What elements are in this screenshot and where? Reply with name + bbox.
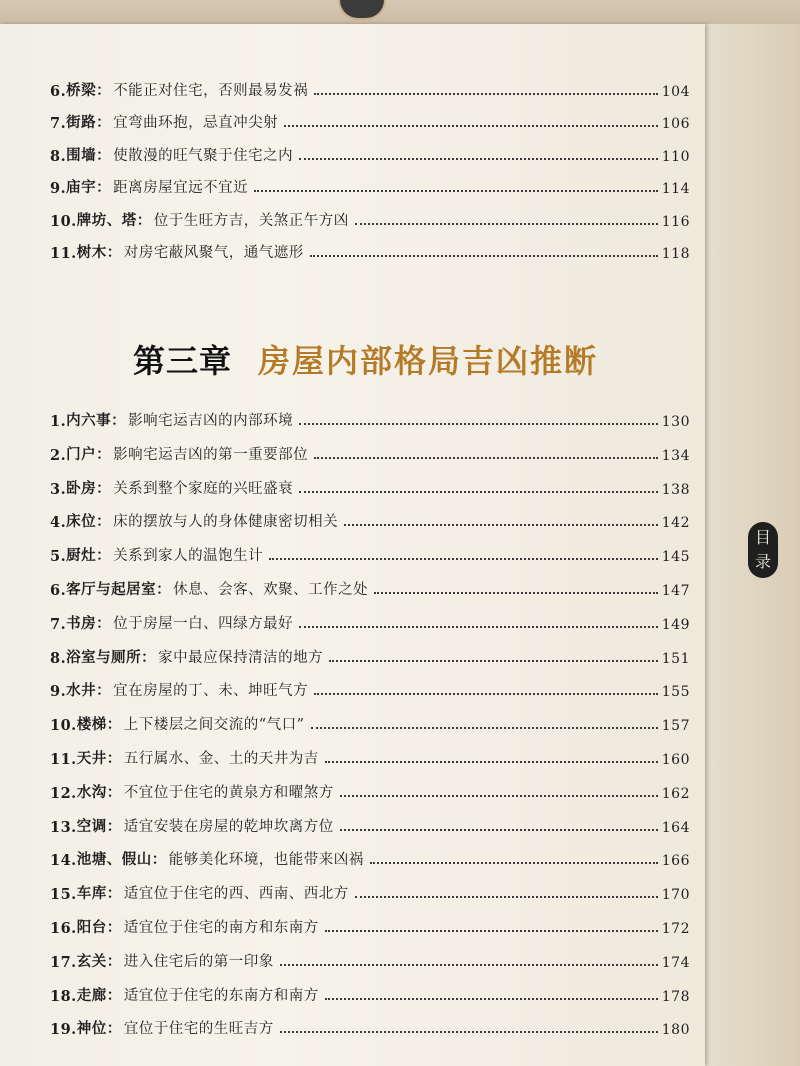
toc-entry[interactable] [50,843,690,869]
entry-description: 对房宅蔽风聚气，通气遮形 [123,245,304,261]
entry-page-number: 157 [661,718,690,735]
entry-title: 内六事： [66,412,127,429]
dot-leader [340,829,658,831]
entry-title: 池塘、假山： [76,851,167,869]
toc-entry[interactable] [50,776,690,802]
entry-description: 上下楼层之间交流的“气口” [123,717,305,734]
dot-leader [355,223,658,225]
toc-entry[interactable] [50,979,690,1005]
entry-page-number: 104 [661,84,690,100]
entry-description: 能够美化环境，也能带来凶祸 [168,852,364,869]
toc-entry[interactable] [50,911,690,937]
entry-page-number: 134 [661,447,690,464]
entry-description: 适宜位于住宅的西、西南、西北方 [123,886,349,903]
entry-page-number: 116 [661,213,690,230]
entry-page-number: 110 [661,148,690,165]
entry-page-number: 147 [661,583,690,599]
dot-leader [314,457,658,459]
entry-page-number: 162 [661,785,690,802]
chapter-label: 第三章 [133,342,233,380]
entry-number: 7. [50,615,67,633]
entry-description: 影响宅运吉凶的第一重要部位 [113,446,309,463]
entry-title: 树木： [76,244,122,261]
toc-entry[interactable] [50,204,690,230]
entry-title: 厨灶： [66,547,112,565]
entry-page-number: 174 [661,954,690,971]
toc-entry[interactable] [50,505,690,531]
entry-page-number: 164 [661,819,690,836]
entry-page-number: 142 [661,515,690,532]
entry-description: 关系到家人的温饱生计 [113,548,264,565]
entry-title: 水沟： [76,783,122,801]
toc-entry[interactable] [50,573,690,599]
entry-description: 宜在房屋的丁、未、坤旺气方 [113,683,309,700]
entry-title: 门户： [66,445,112,463]
toc-entry[interactable] [50,742,690,768]
entry-page-number: 170 [661,887,690,904]
entry-number: 9. [50,180,67,198]
toc-entry[interactable] [50,877,690,903]
entry-description: 休息、会客、欢聚、工作之处 [173,582,369,598]
toc-entry[interactable] [50,171,690,197]
entry-number: 13. [50,818,77,836]
dot-leader [344,524,658,526]
entry-description: 家中最应保持清洁的地方 [158,649,324,666]
entry-number: 7. [50,115,67,133]
entry-number: 10. [50,717,77,735]
entry-title: 空调： [76,817,122,835]
entry-description: 适宜位于住宅的南方和东南方 [123,920,319,936]
entry-title: 书房： [66,614,112,632]
toc-entry[interactable] [50,641,690,667]
entry-number: 16. [50,920,77,937]
entry-title: 楼梯： [76,716,122,734]
toc-entry[interactable] [50,708,690,734]
entry-title: 卧房： [66,479,112,497]
dot-leader [325,930,658,932]
toc-entry[interactable] [50,404,690,430]
dot-leader [299,158,658,160]
toc-entry[interactable] [50,139,690,165]
dot-leader [370,862,658,864]
dot-leader [311,727,658,729]
entry-page-number: 149 [661,616,690,633]
entry-number: 14. [50,852,77,870]
entry-title: 街路： [66,114,112,132]
entry-number: 19. [50,1021,77,1039]
side-tab-char: 目 [754,528,771,547]
entry-number: 6. [50,83,67,100]
toc-page [0,24,705,1066]
entry-description: 宜弯曲环抱，忌直冲尖射 [113,115,279,132]
entry-title: 浴室与厕所： [66,648,157,666]
entry-number: 11. [50,245,77,262]
toc-entry[interactable] [50,74,690,100]
entry-description: 不能正对住宅，否则最易发祸 [113,83,309,99]
entry-number: 18. [50,987,77,1005]
toc-entry[interactable] [50,539,690,565]
entry-page-number: 145 [661,549,690,566]
entry-title: 走廊： [76,986,122,1004]
entry-title: 牌坊、塔： [76,211,152,229]
entry-title: 围墙： [66,146,112,164]
entry-description: 位于生旺方吉，关煞正午方凶 [153,212,349,229]
dot-leader [299,491,658,493]
entry-title: 水井： [66,682,112,700]
toc-entry[interactable] [50,472,690,498]
entry-description: 位于房屋一白、四绿方最好 [113,615,294,632]
toc-entry[interactable] [50,674,690,700]
toc-entry[interactable] [50,1012,690,1038]
entry-page-number: 178 [661,988,690,1005]
entry-page-number: 172 [661,921,690,937]
dot-leader [314,693,658,695]
entry-page-number: 180 [661,1022,690,1039]
entry-description: 进入住宅后的第一印象 [123,953,274,970]
entry-page-number: 130 [661,414,690,430]
dot-leader [310,255,658,257]
entry-description: 影响宅运吉凶的内部环境 [128,413,294,429]
dot-leader [280,964,658,966]
entry-description: 床的摆放与人的身体健康密切相关 [113,514,339,531]
entry-page-number: 166 [661,853,690,870]
entry-title: 玄关： [76,952,122,970]
entry-page-number: 160 [661,752,690,768]
entry-description: 适宜位于住宅的东南方和南方 [123,987,319,1004]
entry-number: 11. [50,751,77,768]
side-tab-char: 录 [754,552,771,571]
entry-title: 庙宇： [66,179,112,197]
entry-number: 2. [50,446,67,464]
entry-page-number: 151 [661,650,690,667]
entry-description: 五行属水、金、土的天井为吉 [123,751,319,767]
dot-leader [299,626,658,628]
dot-leader [325,998,658,1000]
entry-title: 阳台： [76,919,122,936]
entry-title: 桥梁： [66,82,112,99]
entry-number: 8. [50,147,67,165]
entry-number: 6. [50,582,67,599]
dot-leader [314,93,658,95]
entry-number: 15. [50,886,77,904]
entry-title: 车库： [76,885,122,903]
entry-title: 床位： [66,513,112,531]
entry-description: 距离房屋宜远不宜近 [113,180,249,197]
entry-title: 神位： [76,1020,122,1038]
entry-description: 宜位于住宅的生旺吉方 [123,1021,274,1038]
dot-leader [340,795,658,797]
entry-number: 9. [50,683,67,701]
entry-number: 17. [50,953,77,971]
entry-number: 5. [50,548,67,566]
contents-side-tab [748,522,778,578]
toc-entry[interactable] [50,945,690,971]
dot-leader [374,592,658,594]
entry-number: 12. [50,784,77,802]
dot-leader [355,896,658,898]
entry-description: 适宜安装在房屋的乾坤坎离方位 [123,818,334,835]
entry-number: 8. [50,649,67,667]
entry-page-number: 114 [661,181,690,198]
toc-entry[interactable] [50,236,690,262]
toc-entry[interactable] [50,810,690,836]
dot-leader [329,660,658,662]
entry-title: 天井： [76,750,122,767]
entry-title: 客厅与起居室： [66,581,172,598]
entry-number: 3. [50,480,67,498]
top-binding-strip [0,0,800,26]
dot-leader [325,761,658,763]
dot-leader [254,190,658,192]
entry-number: 10. [50,212,77,230]
chapter-title: 房屋内部格局吉凶推断 [258,342,599,380]
entry-page-number: 118 [661,246,690,262]
dot-leader [284,125,658,127]
toc-entry[interactable] [50,106,690,132]
toc-entry[interactable] [50,607,690,633]
entry-page-number: 138 [661,481,690,498]
entry-page-number: 155 [661,684,690,701]
toc-entry[interactable] [50,438,690,464]
entry-number: 1. [50,413,67,430]
dot-leader [280,1031,658,1033]
entry-page-number: 106 [661,116,690,133]
entry-number: 4. [50,514,67,532]
entry-description: 使散漫的旺气聚于住宅之内 [113,147,294,164]
dot-leader [269,558,658,560]
dot-leader [299,423,658,425]
entry-description: 不宜位于住宅的黄泉方和曜煞方 [123,784,334,801]
chapter-heading [133,334,598,384]
entry-description: 关系到整个家庭的兴旺盛衰 [113,480,294,497]
